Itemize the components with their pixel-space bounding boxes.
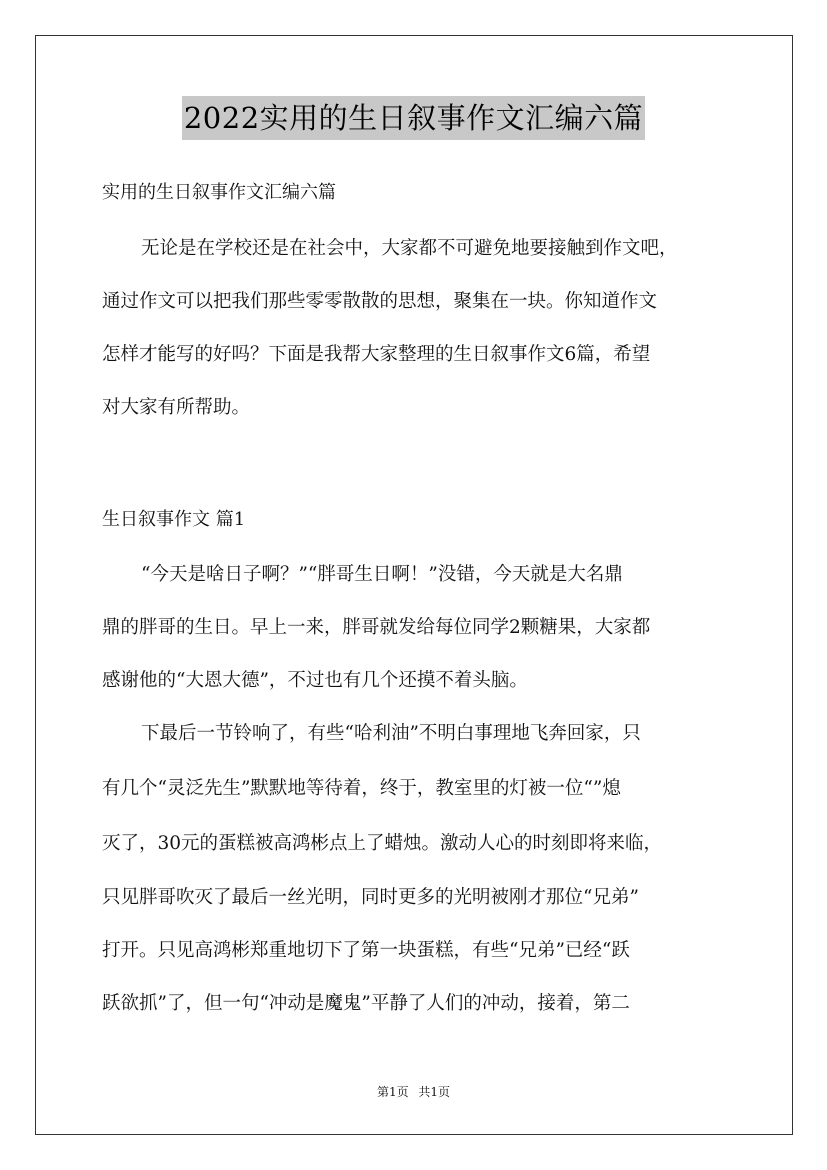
page-footer: [0, 1083, 827, 1101]
page-number: 第1页: [376, 1085, 409, 1099]
paragraph-line: 打开。只见高鸿彬郑重地切下了第一块蛋糕，有些“兄弟”已经“跃: [102, 940, 630, 961]
document-title: 2022实用的生日叙事作文汇编六篇: [182, 96, 645, 140]
intro-line: 无论是在学校还是在社会中，大家都不可避免地要接触到作文吧，: [141, 238, 678, 259]
paragraph-line: 有几个“灵泛先生”默默地等待着，终于，教室里的灯被一位“”熄: [102, 778, 621, 799]
title-container: [0, 96, 827, 140]
paragraph-line: “今天是啥日子啊？”“胖哥生日啊！”没错，今天就是大名鼎: [141, 564, 623, 585]
paragraph-line: 鼎的胖哥的生日。早上一来，胖哥就发给每位同学2颗糖果，大家都: [102, 617, 651, 638]
intro-line: 通过作文可以把我们那些零零散散的思想，聚集在一块。你知道作文: [102, 291, 658, 312]
paragraph-line: 下最后一节铃响了，有些“哈利油”不明白事理地飞奔回家，只: [141, 723, 641, 744]
intro-line: 对大家有所帮助。: [102, 397, 251, 418]
page-total: 共1页: [418, 1085, 451, 1099]
document-subtitle: 实用的生日叙事作文汇编六篇: [102, 182, 336, 203]
intro-line: 怎样才能写的好吗？下面是我帮大家整理的生日叙事作文6篇，希望: [102, 344, 651, 365]
paragraph-line: 灭了，30元的蛋糕被高鸿彬点上了蜡烛。激动人心的时刻即将来临，: [102, 833, 663, 854]
paragraph-line: 跃欲抓”了，但一句“冲动是魔鬼”平静了人们的冲动，接着，第二: [102, 993, 630, 1014]
section-heading: 生日叙事作文 篇1: [102, 509, 246, 530]
paragraph-line: 感谢他的“大恩大德”，不过也有几个还摸不着头脑。: [102, 670, 528, 691]
paragraph-line: 只见胖哥吹灭了最后一丝光明，同时更多的光明被刚才那位“兄弟”: [102, 887, 639, 908]
